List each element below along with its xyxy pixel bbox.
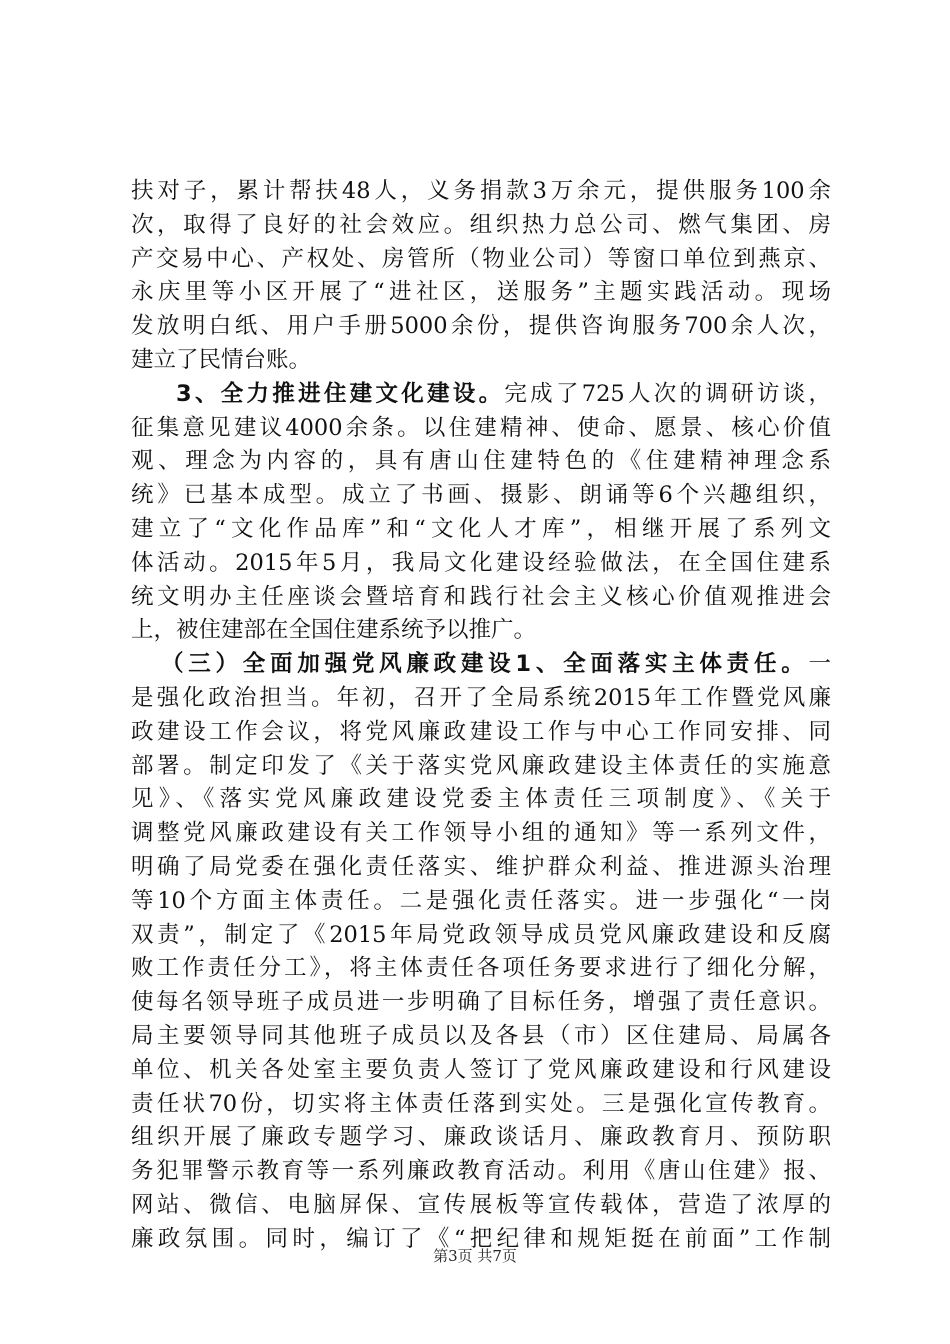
text-line: 建立了“文化作品库”和“文化人才库”，相继开展了系列文	[131, 515, 831, 542]
text-line: 观、理念为内容的，具有唐山住建特色的《住建精神理念系	[131, 448, 831, 475]
text-line: 产交易中心、产权处、房管所（物业公司）等窗口单位到燕京、	[131, 245, 831, 272]
text-line: 责任状70份，切实将主体责任落到实处。三是强化宣传教育。	[131, 1090, 831, 1117]
text-line: 廉政氛围。同时，编订了《“把纪律和规矩挺在前面”工作制	[131, 1225, 831, 1252]
text-line: 明确了局党委在强化责任落实、维护群众利益、推进源头治理	[131, 853, 831, 880]
text-line: 建立了民情台账。	[131, 346, 312, 373]
section-heading-3-rest: 完成了725人次的调研访谈，	[504, 380, 831, 407]
text-line: 调整党风廉政建设有关工作领导小组的通知》等一系列文件，	[131, 820, 831, 847]
text-line: 体活动。2015年5月，我局文化建设经验做法，在全国住建系	[131, 549, 831, 576]
text-line: 统》已基本成型。成立了书画、摄影、朗诵等6个兴趣组织，	[131, 482, 831, 509]
text-line: 政建设工作会议，将党风廉政建设工作与中心工作同安排、同	[131, 718, 831, 745]
text-line: 次，取得了良好的社会效应。组织热力总公司、燃气集团、房	[131, 211, 831, 238]
text-line: 网站、微信、电脑屏保、宣传展板等宣传载体，营造了浓厚的	[131, 1191, 831, 1218]
text-line: 上，被住建部在全国住建系统予以推广。	[131, 617, 537, 644]
text-line: 使每名领导班子成员进一步明确了目标任务，增强了责任意识。	[131, 989, 831, 1016]
section-heading-line	[131, 648, 831, 682]
text-line: 务犯罪警示教育等一系列廉政教育活动。利用《唐山住建》报、	[131, 1158, 831, 1185]
text-line: 败工作责任分工》，将主体责任各项任务要求进行了细化分解，	[131, 955, 831, 982]
text-line: 部署。制定印发了《关于落实党风廉政建设主体责任的实施意	[131, 752, 831, 779]
text-line: 扶对子，累计帮扶48人，义务捐款3万余元，提供服务100余	[131, 178, 831, 204]
text-line: 见》、《落实党风廉政建设党委主体责任三项制度》、《关于	[131, 786, 831, 813]
section-heading-san-rest: 一	[808, 651, 831, 678]
text-line: 双责”，制定了《2015年局党政领导成员党风廉政建设和反腐	[131, 921, 831, 948]
text-line: 单位、机关各处室主要负责人签订了党风廉政建设和行风建设	[131, 1056, 831, 1083]
section-heading-san: （三）全面加强党风廉政建设1、全面落实主体责任。	[161, 651, 809, 678]
text-line: 发放明白纸、用户手册5000余份，提供咨询服务700余人次，	[131, 313, 831, 340]
text-line: 局主要领导同其他班子成员以及各县（市）区住建局、局属各	[131, 1022, 831, 1049]
text-line: 永庆里等小区开展了“进社区，送服务”主题实践活动。现场	[131, 279, 831, 306]
text-line: 组织开展了廉政专题学习、廉政谈话月、廉政教育月、预防职	[131, 1124, 831, 1151]
section-heading-line	[131, 378, 831, 412]
text-line: 等10个方面主体责任。二是强化责任落实。进一步强化“一岗	[131, 887, 831, 914]
text-line: 是强化政治担当。年初，召开了全局系统2015年工作暨党风廉	[131, 684, 831, 711]
body-text	[131, 175, 831, 1257]
text-line: 统文明办主任座谈会暨培育和践行社会主义核心价值观推进会	[131, 583, 831, 610]
page-number-footer: 第3页 共7页	[433, 1247, 517, 1265]
text-line: 征集意见建议4000余条。以住建精神、使命、愿景、核心价值	[131, 414, 831, 441]
section-heading-3: 3、全力推进住建文化建设。	[176, 380, 505, 407]
